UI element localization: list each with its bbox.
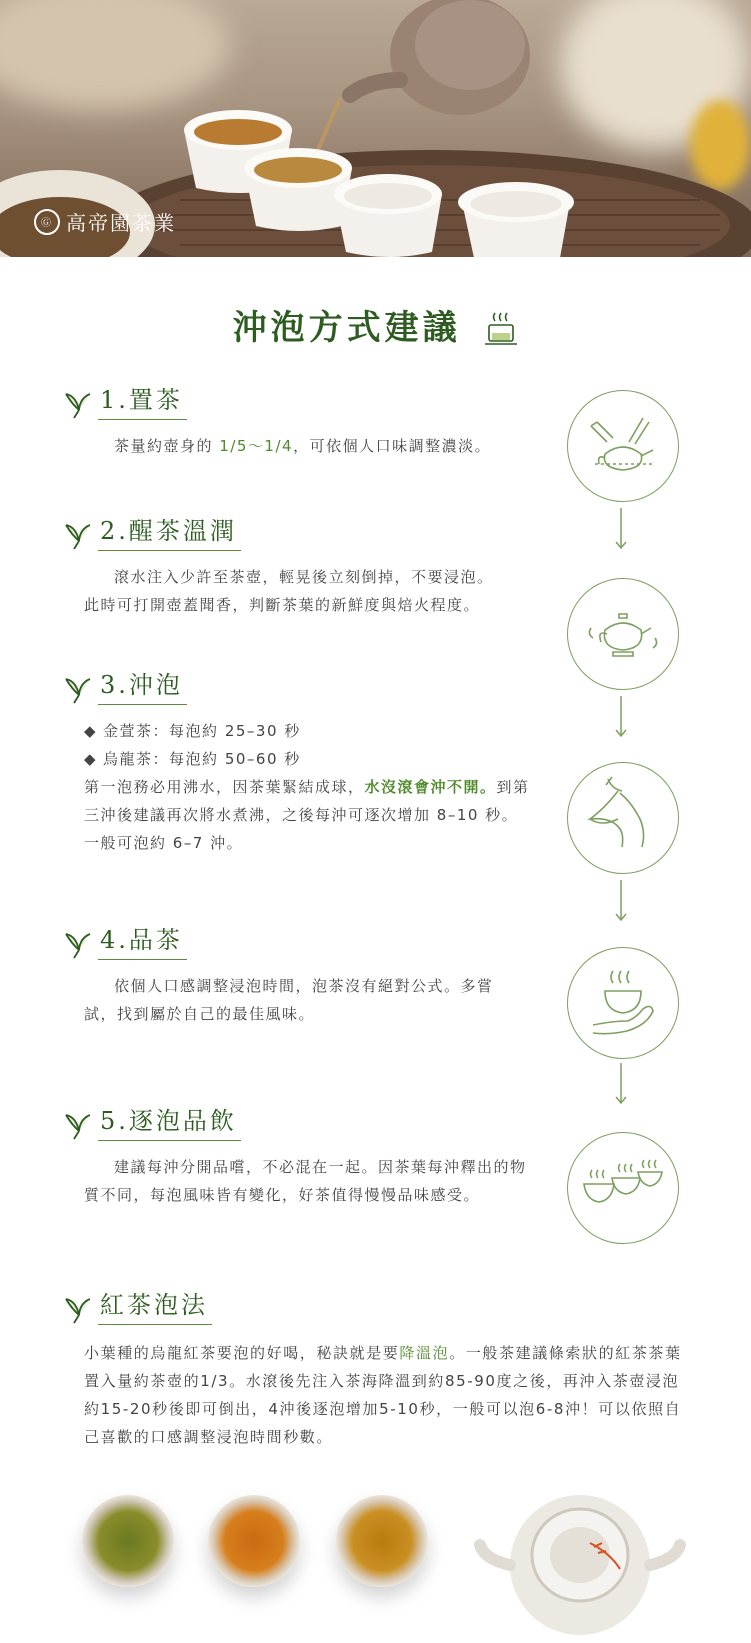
add-tea-circle: [567, 390, 679, 502]
tea-leaf-icon: [62, 390, 94, 420]
step-header: [62, 925, 512, 960]
tea-cup: [458, 182, 574, 257]
black-tea-section: [62, 1290, 682, 1451]
step-title: 1.置茶: [98, 385, 187, 420]
tea-cup-amber: [208, 1495, 300, 1587]
step-text: 第一泡務必用沸水，因茶葉緊結成球，: [84, 778, 365, 796]
page-title-text: 沖泡方式建議: [232, 308, 461, 348]
step-description: [62, 563, 542, 619]
bullet-text: 烏龍茶：每泡約 50–60 秒: [103, 750, 301, 768]
step-description: [62, 717, 532, 857]
brand-seal-icon: Ⓖ: [34, 209, 60, 235]
step-text: 茶量約壺身的: [114, 437, 220, 455]
white-teapot-image: [470, 1455, 690, 1643]
brand-name: 高帝園茶業: [66, 211, 176, 235]
down-arrow-icon: [620, 1063, 622, 1107]
step-3: [62, 670, 532, 857]
tea-leaf-icon: [62, 675, 94, 705]
section-title: 紅茶泡法: [98, 1290, 212, 1325]
pouring-water-icon: [578, 773, 668, 863]
tea-cup-green: [82, 1495, 174, 1587]
bullet-item: [84, 745, 532, 773]
tea-leaf-icon: [62, 1111, 94, 1141]
hand-holding-cup-icon: [583, 963, 663, 1043]
down-arrow-icon: [620, 508, 622, 552]
step-header: [62, 670, 532, 705]
hero-photo: [0, 0, 751, 257]
step-title: 4.品茶: [98, 925, 187, 960]
step-2: [62, 516, 542, 619]
tea-leaf-icon: [62, 930, 94, 960]
step-description: [62, 432, 542, 460]
step-highlight: 1/5～1/4: [219, 437, 294, 455]
tea-cup-icon: [484, 311, 518, 349]
section-description: [62, 1339, 682, 1451]
step-text: ，可依個人口味調整濃淡。: [293, 437, 492, 455]
brand-logo: [34, 207, 176, 236]
down-arrow-icon: [620, 880, 622, 924]
taste-tea-circle: [567, 947, 679, 1059]
step-header: [62, 516, 542, 551]
step-description: 依個人口感調整浸泡時間，泡茶沒有絕對公式。多嘗試，找到屬於自己的最佳風味。: [84, 977, 494, 1023]
shaking-teapot-icon: [583, 594, 663, 674]
tea-leaf-icon: [62, 521, 94, 551]
teapot-with-tongs-icon: [583, 406, 663, 486]
tea-leaf-icon: [62, 1295, 94, 1325]
step-1: [62, 385, 542, 460]
step-description: 建議每沖分開品嚐，不必混在一起。因茶葉每沖釋出的物質不同，每泡風味皆有變化，好茶值得慢慢品味感受。: [84, 1158, 527, 1204]
tea-cup: [334, 174, 442, 257]
serve-tea-circle: [567, 1132, 679, 1244]
step-text: 滾水注入少許至茶壺，輕晃後立刻倒掉，不要浸泡。: [114, 568, 494, 586]
bullet-text: 金萱茶：每泡約 25–30 秒: [103, 722, 301, 740]
step-title: 2.醒茶溫潤: [98, 516, 241, 551]
brew-tea-circle: [567, 762, 679, 874]
step-text: 到第三沖後建議再次將水煮沸，之後每沖可逐次增加 8–10 秒。一般可泡約 6–7 沖。: [84, 778, 530, 852]
step-5: [62, 1106, 532, 1209]
step-title: 3.沖泡: [98, 670, 187, 705]
step-header: [62, 385, 542, 420]
section-header: [62, 1290, 682, 1325]
section-highlight: 降溫泡: [399, 1344, 450, 1362]
section-text: 。一般茶建議條索狀的紅茶茶葉置入量約茶壺的1/3。水滾後先注入茶海降溫到約85-90度之後，再沖入茶壺浸泡約15-20秒後即可倒出，4沖後逐泡增加5-10秒，一般可以泡6-8沖！可以依照自己喜歡的口感調整浸泡時間秒數。: [84, 1344, 682, 1446]
tea-cups-photo: [0, 1455, 751, 1643]
diamond-bullet-icon: ◆: [84, 750, 98, 768]
step-4: [62, 925, 512, 1028]
rinse-tea-circle: [567, 578, 679, 690]
step-header: [62, 1106, 532, 1141]
step-highlight: 水沒滾會沖不開。: [364, 778, 497, 796]
down-arrow-icon: [620, 696, 622, 740]
diamond-bullet-icon: ◆: [84, 722, 98, 740]
step-title: 5.逐泡品飲: [98, 1106, 241, 1141]
tea-cup-golden: [336, 1495, 428, 1587]
section-text: 小葉種的烏龍紅茶要泡的好喝，秘訣就是要: [84, 1344, 400, 1362]
bullet-item: [84, 717, 532, 745]
three-tea-cups-icon: [578, 1148, 668, 1228]
step-paragraph: [84, 773, 532, 857]
step-text: 此時可打開壺蓋聞香，判斷茶葉的新鮮度與焙火程度。: [84, 596, 481, 614]
page-title: [0, 300, 751, 349]
